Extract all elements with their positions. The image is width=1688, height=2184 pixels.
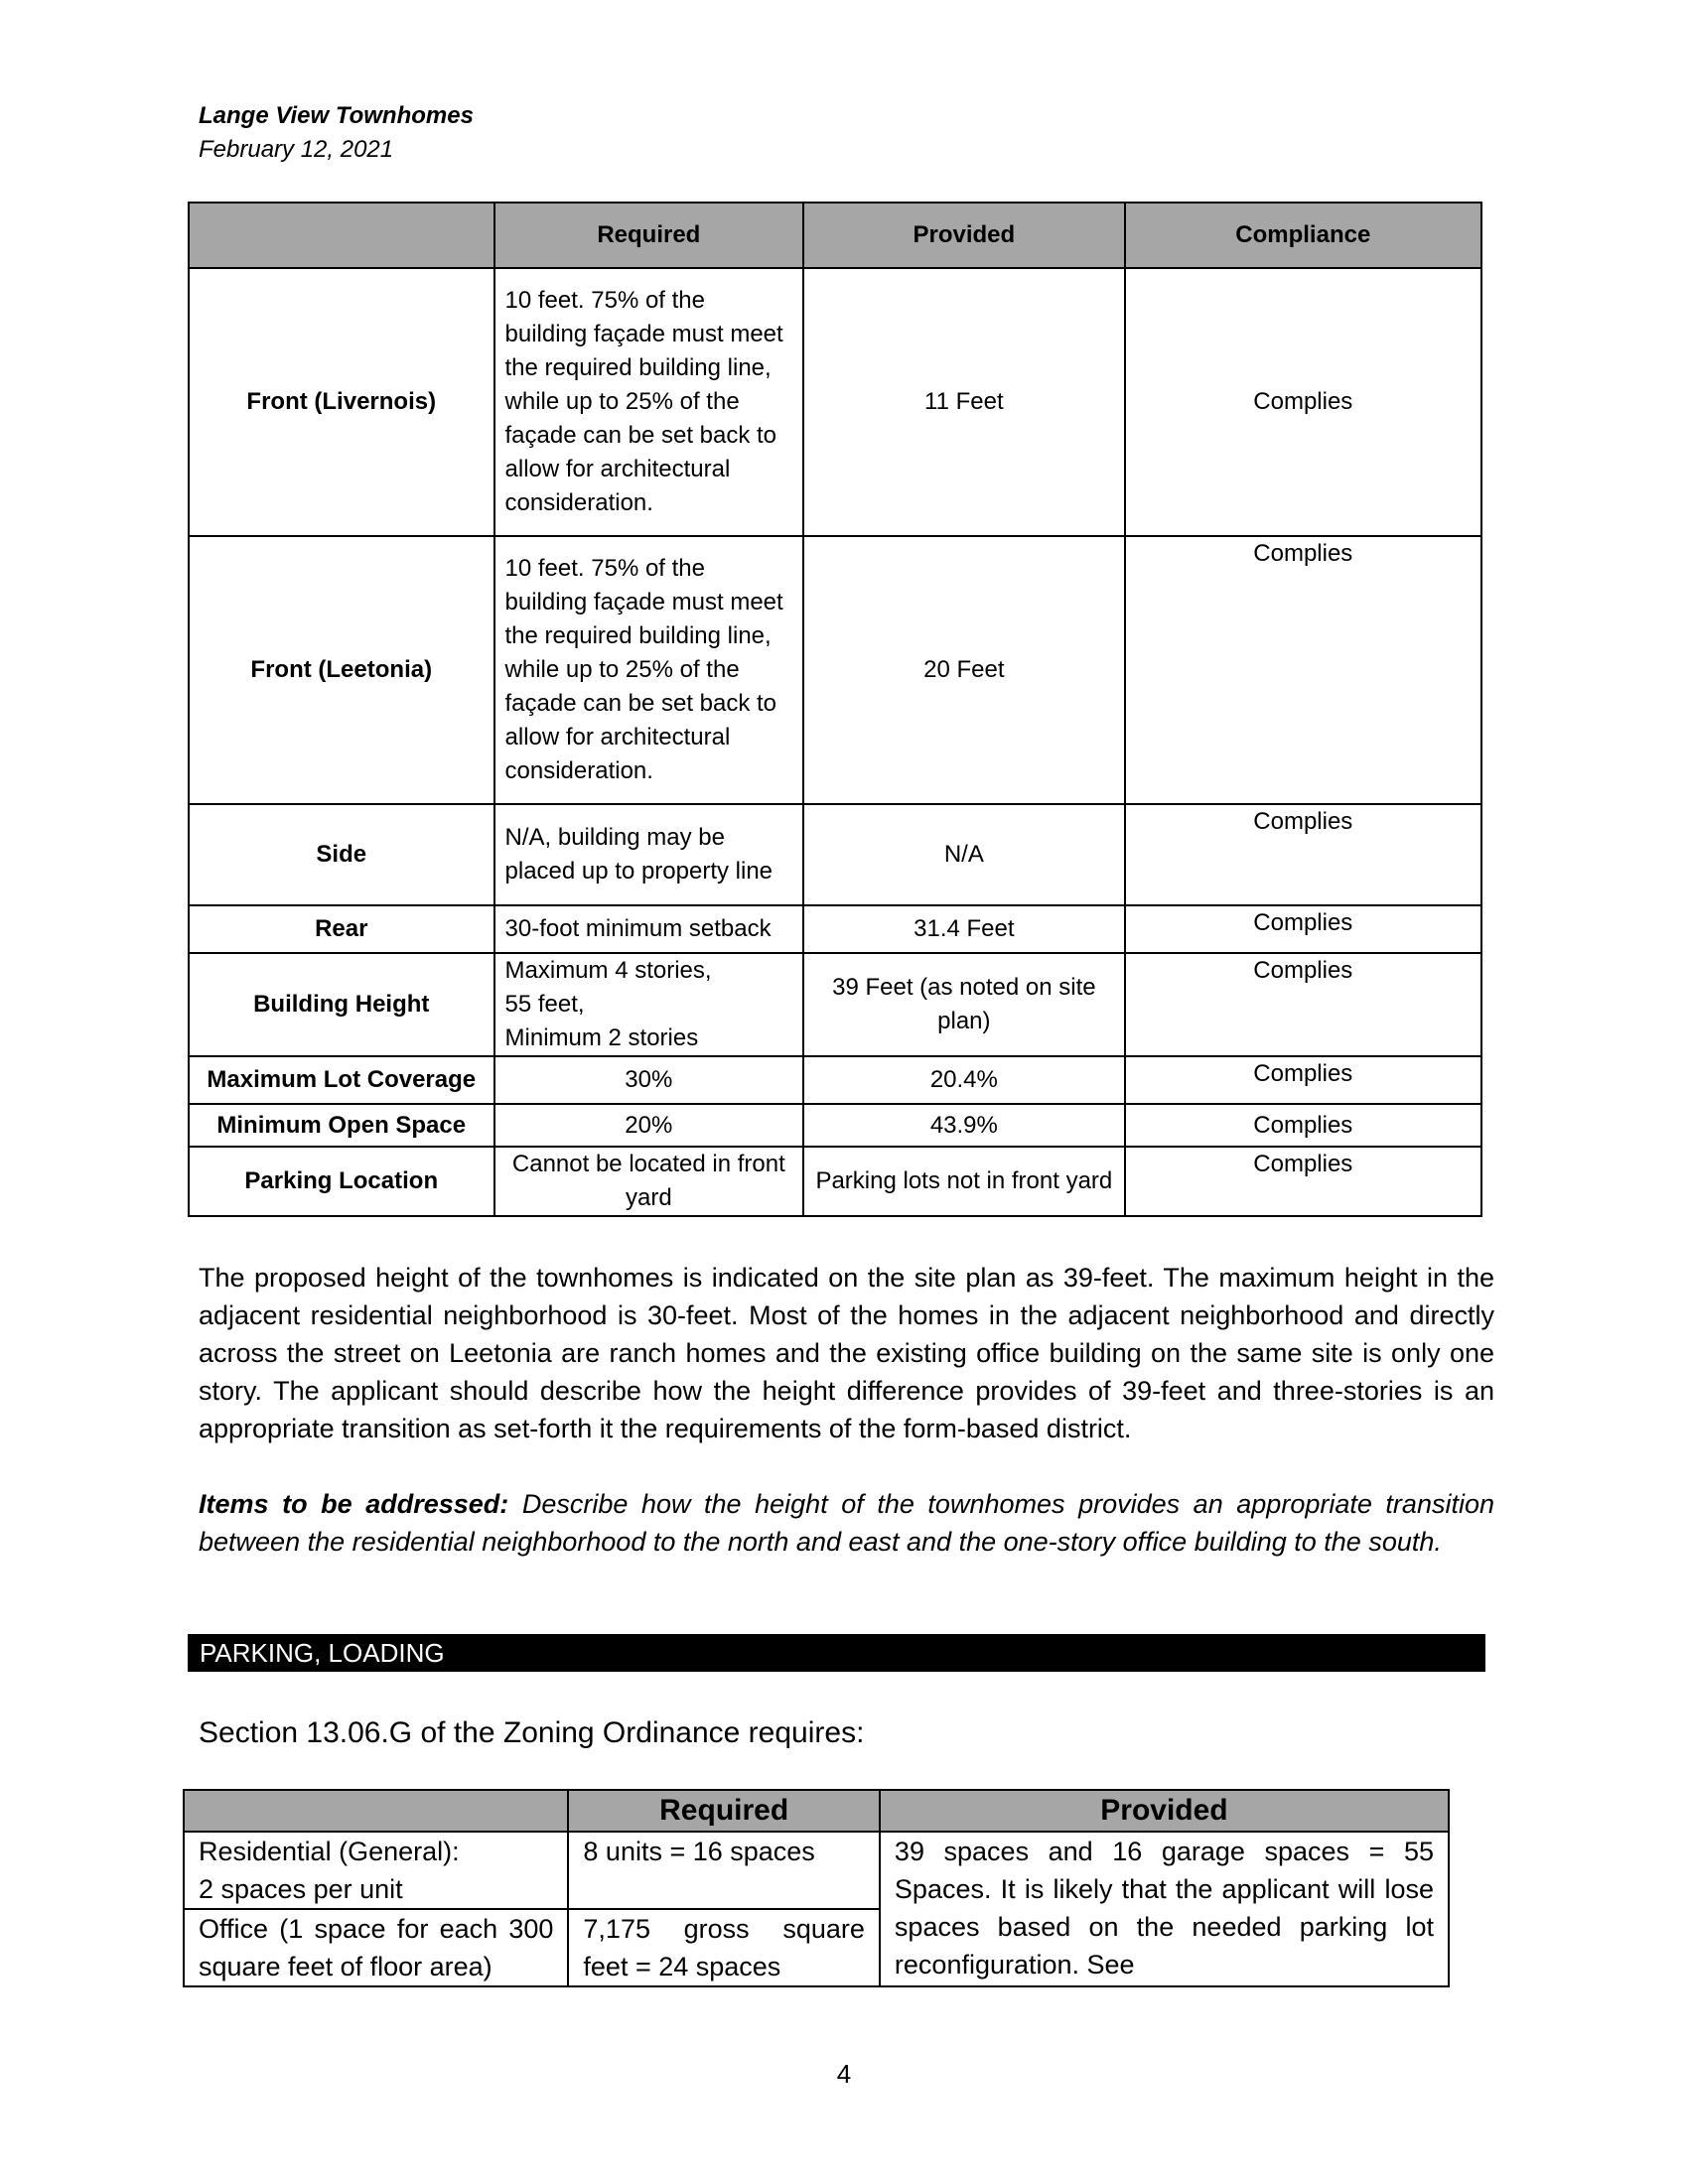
required-cell: 30%: [494, 1056, 804, 1104]
table-row: [184, 1832, 1449, 1909]
table-row: [189, 1147, 1481, 1216]
row-label: Front (Leetonia): [189, 536, 494, 804]
required-line: Minimum 2 stories: [504, 1024, 699, 1051]
column-header-provided: Provided: [880, 1790, 1449, 1832]
height-paragraph: The proposed height of the townhomes is indicated on the site plan as 39-feet. The maximum height in the adjacent residential neighborhood is 30-feet. Most of the homes in the adjacent neighborhood and directly across the street on Leetonia are ranch homes and the existing office building on the same site is only one story. The applicant should describe how the height difference provides of 39-feet and three-stories is an appropriate transition as set-forth it the requirements of the form-based district.: [199, 1263, 1494, 1443]
required-cell: N/A, building may be placed up to property line: [494, 804, 804, 905]
provided-cell: N/A: [803, 804, 1124, 905]
parking-table: [183, 1789, 1450, 1987]
row-label: Maximum Lot Coverage: [189, 1056, 494, 1104]
required-line: 55 feet,: [504, 991, 585, 1018]
column-header-compliance: Compliance: [1125, 203, 1481, 268]
table-header-row: [189, 203, 1481, 268]
page-number: 4: [836, 2059, 852, 2089]
compliance-cell: Complies: [1125, 953, 1481, 1056]
row-label: Building Height: [189, 953, 494, 1056]
provided-cell: 39 Feet (as noted on site plan): [803, 953, 1124, 1056]
table-row: [189, 804, 1481, 905]
table-row: [189, 268, 1481, 536]
table-row: [189, 953, 1481, 1056]
section-requirement-text: Section 13.06.G of the Zoning Ordinance requires:: [199, 1716, 865, 1749]
column-header-required: Required: [494, 203, 804, 268]
provided-cell: 39 spaces and 16 garage spaces = 55 Spaces. It is likely that the applicant will lose spaces based on the needed parking lot reconfiguration. See: [880, 1832, 1449, 1986]
required-cell: 10 feet. 75% of the building façade must meet the required building line, while up to 25% of the façade can be set back to allow for architectural consideration.: [494, 536, 804, 804]
compliance-cell: Complies: [1125, 905, 1481, 953]
document-header: [199, 99, 474, 167]
column-header: [184, 1790, 568, 1832]
column-header-required: Required: [568, 1790, 880, 1832]
required-cell: 7,175 gross square feet = 24 spaces: [568, 1909, 880, 1986]
table-header-row: [184, 1790, 1449, 1832]
items-to-address-text: Describe how the height of the townhomes provides an appropriate transition between the residential neighborhood to the north and east and the one-story office building to the south.: [199, 1489, 1494, 1557]
provided-cell: 43.9%: [803, 1104, 1124, 1147]
table-row: [189, 536, 1481, 804]
setback-table: [188, 202, 1482, 1217]
section-heading-bar: PARKING, LOADING: [188, 1634, 1485, 1672]
table-row: [189, 1056, 1481, 1104]
required-cell: 20%: [494, 1104, 804, 1147]
required-cell: [494, 953, 804, 1056]
row-label-line: 2 spaces per unit: [199, 1874, 403, 1904]
table-row: [189, 905, 1481, 953]
items-to-address-paragraph: [199, 1485, 1494, 1561]
row-label: Office (1 space for each 300 square feet of floor area): [184, 1909, 568, 1986]
document-date: February 12, 2021: [199, 136, 394, 163]
compliance-cell: Complies: [1125, 536, 1481, 804]
row-label: Minimum Open Space: [189, 1104, 494, 1147]
compliance-cell: Complies: [1125, 804, 1481, 905]
required-line: Maximum 4 stories,: [504, 957, 712, 984]
column-header-provided: Provided: [803, 203, 1124, 268]
required-cell: 10 feet. 75% of the building façade must meet the required building line, while up to 25% of the façade can be set back to allow for architectural consideration.: [494, 268, 804, 536]
provided-cell: 11 Feet: [803, 268, 1124, 536]
row-label: Rear: [189, 905, 494, 953]
required-cell: 30-foot minimum setback: [494, 905, 804, 953]
row-label: Parking Location: [189, 1147, 494, 1216]
provided-cell: 20.4%: [803, 1056, 1124, 1104]
provided-cell: 20 Feet: [803, 536, 1124, 804]
compliance-cell: Complies: [1125, 268, 1481, 536]
required-cell: 8 units = 16 spaces: [568, 1832, 880, 1909]
provided-cell: Parking lots not in front yard: [803, 1147, 1124, 1216]
required-cell: Cannot be located in front yard: [494, 1147, 804, 1216]
compliance-cell: Complies: [1125, 1104, 1481, 1147]
provided-cell: 31.4 Feet: [803, 905, 1124, 953]
compliance-cell: Complies: [1125, 1056, 1481, 1104]
row-label-line: Residential (General):: [199, 1837, 460, 1866]
table-row: [189, 1104, 1481, 1147]
compliance-cell: Complies: [1125, 1147, 1481, 1216]
row-label: Front (Livernois): [189, 268, 494, 536]
row-label: [184, 1832, 568, 1909]
document-title: Lange View Townhomes: [199, 102, 474, 129]
row-label: Side: [189, 804, 494, 905]
items-to-address-lead: Items to be addressed:: [199, 1489, 509, 1519]
column-header: [189, 203, 494, 268]
